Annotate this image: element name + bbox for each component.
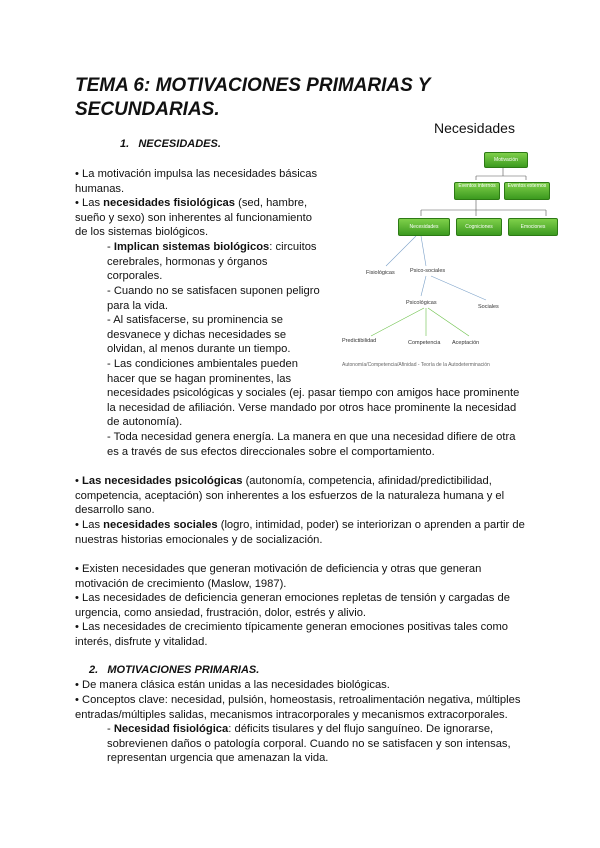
section-number: 1. [120,138,130,150]
sub-item: - Al satisfacerse, su prominencia se desvanece y dichas necesidades se olvidan, al menos durante un tiempo. [107,314,291,356]
diagram-label: Sociales [478,304,499,310]
diagram-label: Predictibilidad [342,338,377,344]
sub-item: necesidades psicológicas y sociales (ej. pasar tiempo con amigos hace prominente la necesidad de afiliación. Verse mandado por otros hace prominente la necesidad de autonomía). [107,387,520,429]
diagram-label: Aceptación [452,340,480,346]
sub-item: - Implican sistemas biológicos: circuitos cerebrales, hormonas y órganos corporales. [107,241,317,283]
sub-item: - Necesidad fisiológica: déficits tisulares y del flujo sanguíneo. De ignorarse, sobrevienen daños o patología corporal. Cuando no se satisfacen y son intensas, representan urgencia que amenazan la vida. [107,723,511,765]
diagram-node-needs: Necesidades [398,218,450,236]
sub-item: - Toda necesidad genera energía. La manera en que una necesidad difiere de otra es a través de sus efectos direccionales sobre el comportamiento. [107,431,516,458]
diagram-label: Competencia [408,340,441,346]
diagram-node-internal: Eventos internos [454,182,500,200]
diagram-label: Psicológicas [406,300,437,306]
diagram-caption: Autonomía/Competencia/Afinidad - Teoría de la Autodeterminación [342,362,490,368]
paragraph: • Las necesidades de crecimiento típicamente generan emociones positivas tales como interés, disfrute y vitalidad. [75,621,509,648]
section-heading-1 [120,138,221,150]
diagram-label: Fisiológicas [366,270,395,276]
section-title: MOTIVACIONES PRIMARIAS. [107,664,260,676]
paragraph: • Las necesidades psicológicas (autonomía, competencia, afinidad/predictibilidad, competencia, aceptación) son inherentes a los esfuerzos de la naturaleza humana y el desarrollo sano. [75,475,505,517]
paragraph: • La motivación impulsa las necesidades básicas humanas. [75,168,318,195]
paragraph: • Conceptos clave: necesidad, pulsión, homeostasis, retroalimentación negativa, múltiples entradas/múltiples salidas, mecanismos intracorporales y mecanismos extracorporales. [75,694,521,721]
diagram-label: Psico-sociales [410,268,446,274]
paragraph: • Las necesidades sociales (logro, intimidad, poder) se interiorizan o aprenden a partir de nuestras historias emocionales y de socialización. [75,519,525,546]
diagram-node-cognitions: Cogniciones [456,218,502,236]
page-title: TEMA 6: MOTIVACIONES PRIMARIAS Y SECUNDARIAS. [75,75,431,120]
paragraph: • Las necesidades de deficiencia generan emociones repletas de tensión y cargadas de urgencia, como ansiedad, frustración, dolor, estrés y alivio. [75,592,510,619]
diagram-node-root: Motivación [484,152,528,168]
section-heading-2 [89,664,259,676]
section-number: 2. [89,664,99,676]
diagram-node-emotions: Emociones [508,218,558,236]
paragraph: • De manera clásica están unidas a las necesidades biológicas. [75,679,390,691]
sub-item: - Cuando no se satisfacen suponen peligro para la vida. [107,285,320,312]
paragraph: • Existen necesidades que generan motivación de deficiencia y otras que generan motivación de crecimiento (Maslow, 1987). [75,563,482,590]
diagram-title: Necesidades [434,120,515,136]
sub-item: - Las condiciones ambientales pueden hacer que se hagan prominentes, las [107,358,298,385]
diagram-node-external: Eventos externos [504,182,550,200]
section-title: NECESIDADES. [138,138,221,150]
needs-diagram [336,118,586,376]
paragraph: • Las necesidades fisiológicas (sed, hambre, sueño y sexo) son inherentes al funcionamiento de los sistemas biológicos. [75,197,312,239]
